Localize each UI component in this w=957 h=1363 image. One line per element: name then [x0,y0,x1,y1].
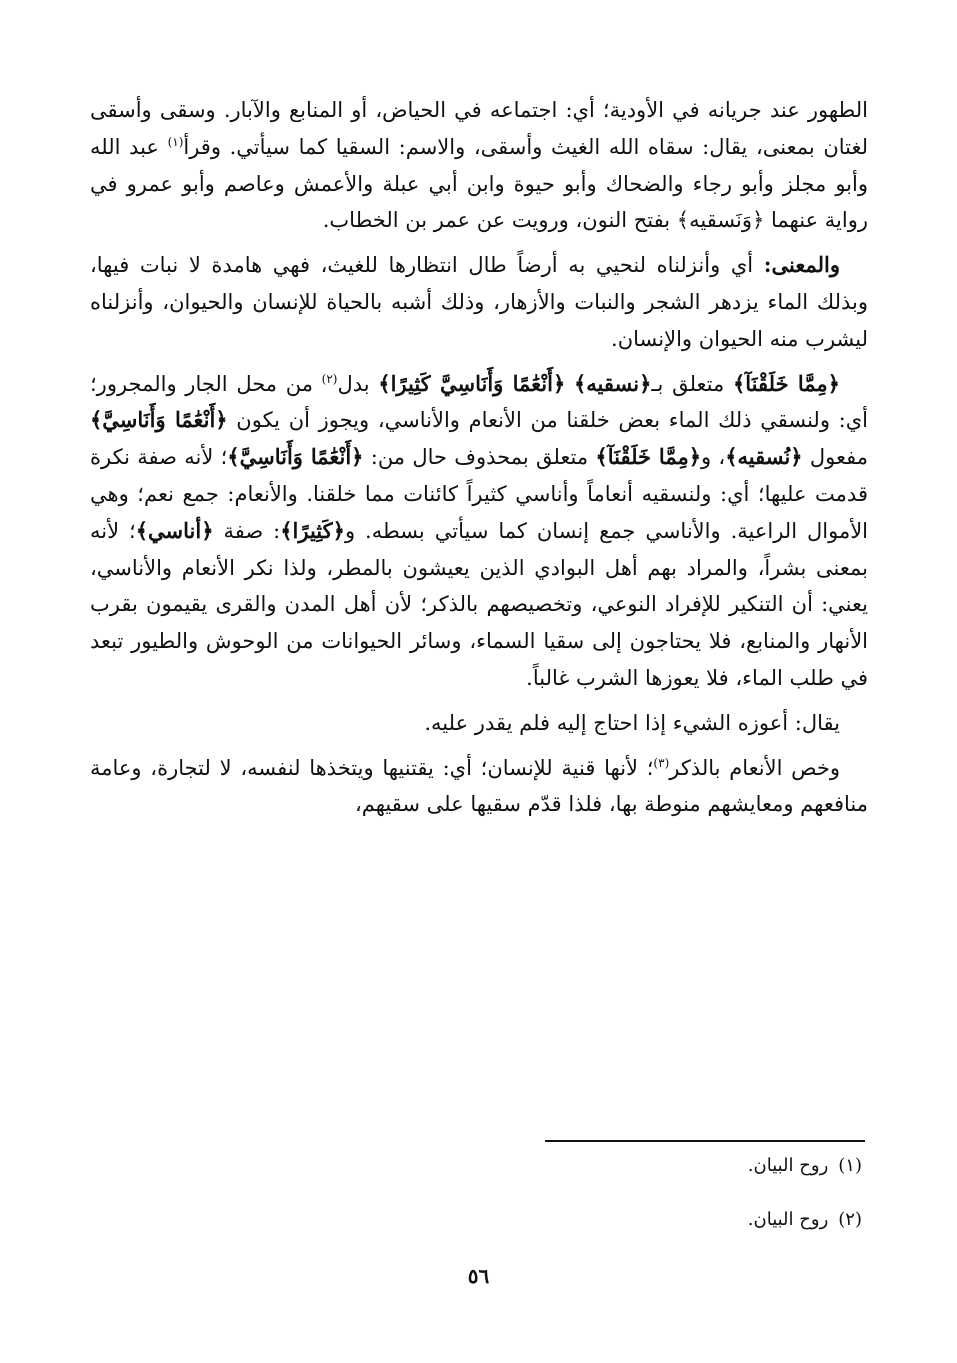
paragraph-text: متعلق بـ [651,371,733,396]
footnote-text: روح البيان. [747,1155,829,1176]
quran-quote: ﴿أناسي﴾ [135,517,214,543]
paragraph-text: متعلق بمحذوف حال من: [363,445,596,470]
quran-quote: ﴿أَنْعَٰمًا وَأَنَاسِيَّ كَثِيرًا﴾ [378,370,566,396]
paragraph-text: ؛ لأنها قنية للإنسان؛ أي: يقتنيها ويتخذها لنفسه، لا لتجارة، وعامة منافعهم ومعايشهم منوطة بها، فلذا قدّم سقيها على سقيهم، [90,755,868,817]
paragraph-2 [90,247,868,357]
paragraph-1 [90,92,868,239]
quran-quote: ﴿أَنْعَٰمًا وَأَنَاسِيَّ﴾ [90,407,228,433]
paragraph-text: من محل الجار والمجرور؛ أي: ولنسقي ذلك الماء بعض خلقنا من الأنعام والأناسي، ويجوز أن يكون [90,371,868,433]
paragraph-text: الطهور عند جريانه في الأودية؛ أي: اجتماعه في الحياض، أو المنابع والآبار. وسقى وأسقى لغتان بمعنى، يقال: سقاه الله الغيث وأسقى، والاسم: السقيا كما سيأتي. وقرأ [90,98,869,159]
paragraph-text: : صفة [213,518,281,543]
paragraph-3 [90,366,868,697]
quran-quote: ﴿مِمَّا خَلَقْنَآ﴾ [732,370,840,396]
footnote-text: روح البيان. [747,1209,829,1230]
paragraph-text [565,372,574,396]
quran-quote: ﴿كَثِيرًا﴾ [280,517,345,543]
paragraph-4 [90,705,868,742]
paragraph-text: عبد الله وأبو مجلز وأبو رجاء والضحاك وأبو حيوة وابن أبي عبلة والأعمش وعاصم وأبو عمرو في رواية عنهما ﴿وَنَسقيه﴾ بفتح النون، ورويت عن عمر بن الخطاب. [90,134,868,233]
paragraph-text: ؛ لأنه صفة نكرة قدمت عليها؛ أي: ولنسقيه أنعاماً وأناسي كثيراً كائنات مما خلقنا. والأنعام: جمع نعم؛ وهي الأموال الراعية. والأناسي جمع إنسان كما سيأتي بسطه. و [90,445,869,543]
footnote-2 [462,1208,862,1232]
quran-quote: ﴿مِمَّا خَلَقْنَآ﴾ [595,444,702,470]
paragraph-text: ، و [701,445,726,470]
footnote-number: (٢) [838,1209,862,1230]
paragraph-text: بدل [337,371,379,396]
footnote-ref-3[interactable]: (٣) [653,755,670,770]
footnote-divider [545,1140,865,1142]
quran-quote: ﴿نُسقيه﴾ [725,444,803,470]
footnote-ref-1[interactable]: (١) [167,134,184,149]
paragraph-5 [90,750,868,824]
quran-quote: ﴿أَنْعَٰمًا وَأَنَاسِيَّ﴾ [227,444,364,470]
page-body [90,92,868,823]
footnote-number: (١) [838,1155,862,1176]
paragraph-text: يقال: أعوزه الشيء إذا احتاج إليه فلم يقدر عليه. [424,710,840,735]
paragraph-text: مفعول [802,445,868,470]
paragraph-text: وخص الأنعام بالذكر [669,755,840,780]
page-number: ٥٦ [467,1264,490,1288]
footnote-1 [462,1154,862,1178]
paragraph-text: ؛ لأنه بمعنى بشراً، والمراد بهم أهل البوادي الذين يعيشون بالمطر، ولذا نكر الأنعام والأناسي، يعني: أن التنكير للإفراد النوعي، وتخصيصهم بالذكر؛ لأن أهل المدن والقرى يقيمون بقرب الأنهار والمنابع، فلا يحتاجون إلى سقيا السماء، وسائر الحيوانات من الوحوش والطيور تبعد في طلب الماء، فلا يعوزها الشرب غالباً. [90,518,868,690]
quran-quote: ﴿نسقيه﴾ [573,370,652,396]
meaning-heading: والمعنى: [763,252,840,278]
footnote-ref-2[interactable]: (٢) [321,371,338,386]
paragraph-text: أي وأنزلناه لنحيي به أرضاً طال انتظارها للغيث، فهي هامدة لا نبات فيها، وبذلك الماء يزدهر الشجر والنبات والأزهار، وذلك أشبه بالحياة للإنسان والحيوان، وأنزلناه ليشرب منه الحيوان والإنسان. [90,253,868,351]
footnotes [462,1154,862,1262]
